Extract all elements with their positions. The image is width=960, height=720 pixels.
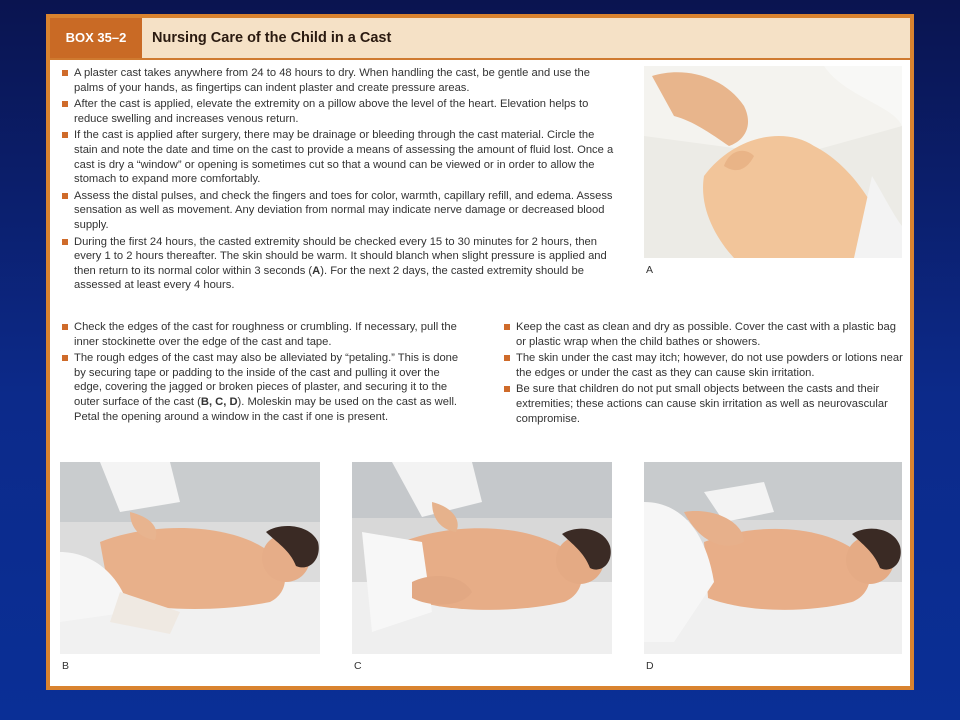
bullet-item: Keep the cast as clean and dry as possible. Cover the cast with a plastic bag or plastic wrap when the child bathes or showers. (502, 320, 908, 349)
box-header (50, 18, 910, 60)
bullet-list-right (502, 320, 908, 428)
bullet-item (60, 235, 620, 293)
bullet-text: The rough edges of the cast may also be alleviated by “petaling.” This is done by securing tape or padding to the inside of the cast and pulling it over the edge, covering the jagged or broken pieces of plaster, and securing it to the outer surface of the cast ( (74, 352, 459, 408)
bullet-item: After the cast is applied, elevate the extremity on a pillow above the level of the heart. Elevation helps to reduce swelling and increases venous return. (60, 97, 620, 126)
photo-c-petaling (352, 462, 612, 654)
nursing-box (50, 18, 910, 686)
box-title: Nursing Care of the Child in a Cast (152, 30, 392, 46)
bullet-item (60, 351, 460, 424)
bullet-text: ). Moleskin may be used on the cast as well. Petal the opening around a window in the cast if one is present. (74, 395, 458, 423)
box-label: BOX 35–2 (50, 18, 142, 58)
photo-b-petaling (60, 462, 320, 654)
slide-frame (46, 14, 914, 690)
bullet-item: A plaster cast takes anywhere from 24 to 48 hours to dry. When handling the cast, be gentle and use the palms of your hands, as fingertips can indent plaster and create pressure areas. (60, 66, 620, 95)
caption-d: D (646, 660, 654, 672)
photo-a-foot (644, 66, 902, 258)
caption-c: C (354, 660, 362, 672)
caption-a: A (646, 264, 654, 276)
bullet-item: Check the edges of the cast for roughness or crumbling. If necessary, pull the inner stockinette over the edge of the cast and tape. (60, 320, 460, 349)
bullet-text: ). For the next 2 days, the casted extremity should be assessed at least every 4 hours. (74, 264, 584, 292)
bullet-list-top (60, 66, 620, 295)
bullet-item: Assess the distal pulses, and check the fingers and toes for color, warmth, capillary refill, and edema. Assess sensation as well as movement. Any deviation from normal may indicate nerve damage or decreased blood supply. (60, 189, 620, 233)
bullet-item: Be sure that children do not put small objects between the casts and their extremities; these actions can cause skin irritation as well as neurovascular compromise. (502, 382, 908, 426)
bullet-list-left (60, 320, 460, 426)
bullet-text: During the first 24 hours, the casted extremity should be checked every 15 to 30 minutes for 2 hours, then every 1 to 2 hours thereafter. The skin should be warm. It should blanch when slight pressure is applied and then return to its normal color within 3 seconds ( (74, 235, 607, 277)
figure-ref: B, C, D (200, 395, 238, 408)
photo-d-petaling (644, 462, 902, 654)
bullet-item: If the cast is applied after surgery, there may be drainage or bleeding through the cast material. Circle the stain and note the date and time on the cast to provide a means of assessing the amount of fluid lost. Once a cast is dry a “window” or opening is sometimes cut so that a wound can be viewed or in order to allow the stomach to expand more comfortably. (60, 128, 620, 186)
bullet-item: The skin under the cast may itch; however, do not use powders or lotions near the edges or under the cast as they can cause skin irritation. (502, 351, 908, 380)
caption-b: B (62, 660, 70, 672)
figure-ref: A (312, 264, 321, 277)
